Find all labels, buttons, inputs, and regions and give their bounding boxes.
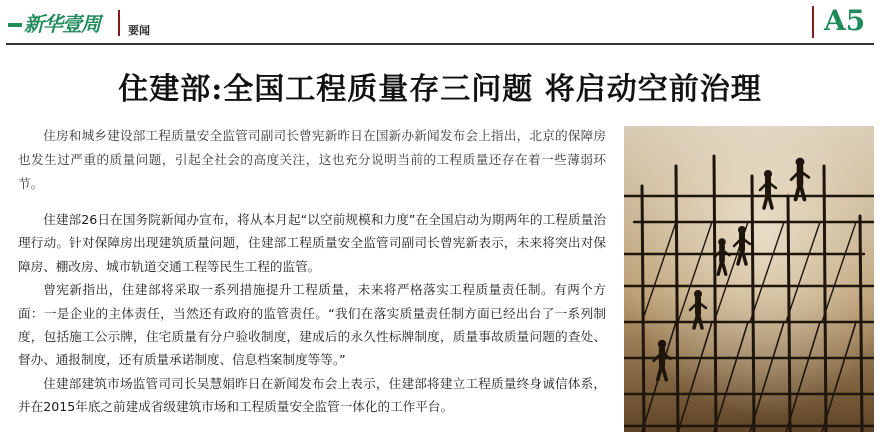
scaffolding-photo [624, 126, 874, 432]
page-number-divider [812, 6, 814, 38]
masthead [0, 0, 880, 46]
article-body [18, 208, 606, 419]
brand-logo [8, 4, 100, 40]
section-label: 要闻 [128, 24, 150, 37]
brand-name: 新华壹周 [24, 11, 100, 36]
article-headline: 住建部:全国工程质量存三问题 将启动空前治理 [118, 72, 762, 107]
article-paragraph-2: 曾宪新指出，住建部将采取一系列措施提升工程质量，未来将严格落实工程质量责任制。有两个方面：一是企业的主体责任，当然还有政府的监管责任。“我们在落实质量责任制方面已经出台了一系列制度，包括施工公示牌，住宅质量有分户验收制度，建成后的永久性标牌制度，质量事故质量问题的查处、督办、通报制度，还有质量承诺制度、信息档案制度等等。” [18, 282, 606, 368]
article-lead: 住房和城乡建设部工程质量安全监管司副司长曾宪新昨日在国新办新闻发布会上指出，北京的保障房也发生过严重的质量问题，引起全社会的高度关注，这也充分说明当前的工程质量还存在着一些薄弱环节。 [18, 128, 606, 191]
page-number: A5 [824, 4, 866, 37]
article-paragraph-1: 住建部26日在国务院新闻办宣布，将从本月起“以空前规模和力度”在全国启动为期两年的工程质量治理行动。针对保障房出现建筑质量问题，住建部工程质量安全监管司副司长曾宪新表示，未来将突出对保障房、棚改房、城市轨道交通工程等民生工程的监管。 [18, 212, 606, 274]
masthead-rule [6, 43, 874, 45]
brand-dash-icon [8, 23, 22, 27]
scaffolding-workers-icon [624, 126, 874, 432]
masthead-divider [118, 10, 120, 36]
article-paragraph-3: 住建部建筑市场监管司司长吴慧娟昨日在新闻发布会上表示，住建部将建立工程质量终身诚信体系，并在2015年底之前建成省级建筑市场和工程质量安全监管一体化的工作平台。 [18, 375, 606, 415]
